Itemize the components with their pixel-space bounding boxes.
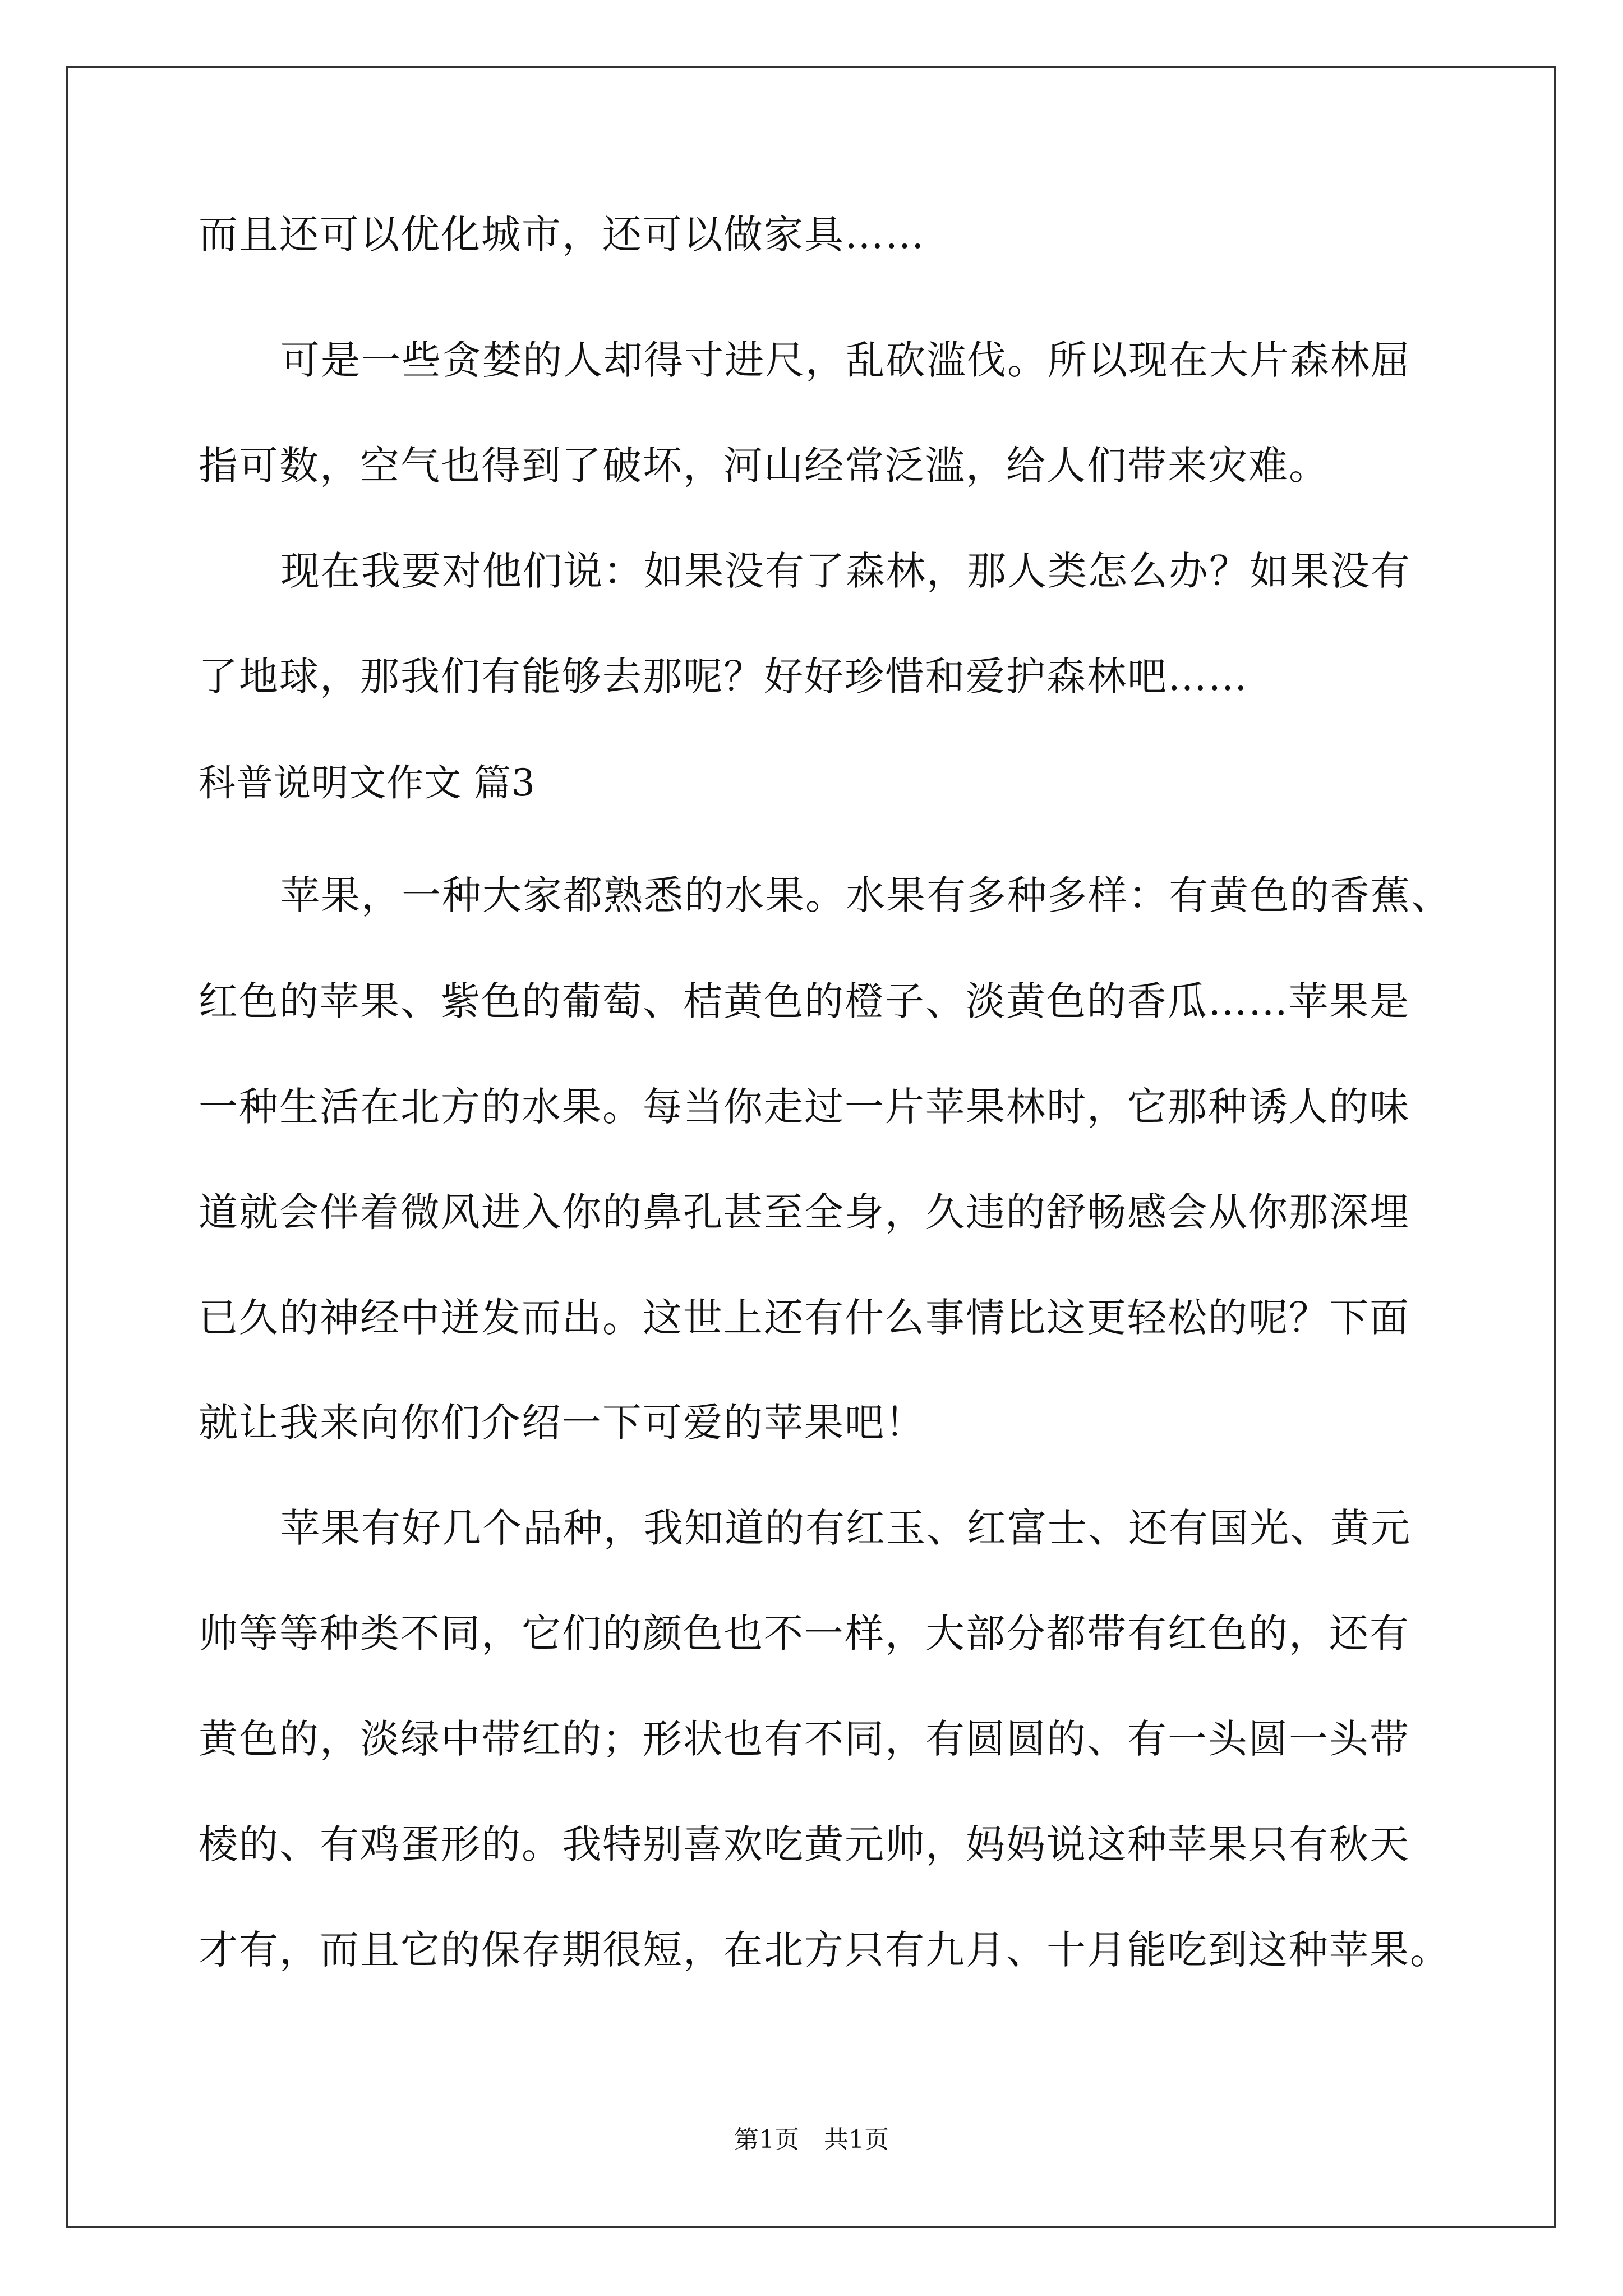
text-line-3: 指可数，空气也得到了破坏，河山经常泛滥，给人们带来灾难。	[199, 443, 1329, 489]
text-line-2: 可是一些贪婪的人却得寸进尺，乱砍滥伐。所以现在大片森林屈	[280, 337, 1411, 383]
text-line-7: 苹果，一种大家都熟悉的水果。水果有多种多样：有黄色的香蕉、	[280, 872, 1451, 918]
text-line-12: 就让我来向你们介绍一下可爱的苹果吧！	[199, 1400, 925, 1446]
text-line-10: 道就会伴着微风进入你的鼻孔甚至全身，久违的舒畅感会从你那深埋	[199, 1189, 1410, 1235]
text-line-14: 帅等等种类不同，它们的颜色也不一样，大部分都带有红色的，还有	[199, 1611, 1410, 1657]
page-footer: 第1页 共1页	[734, 2125, 889, 2154]
text-line-11: 已久的神经中迸发而出。这世上还有什么事情比这更轻松的呢？下面	[199, 1295, 1410, 1341]
text-line-9: 一种生活在北方的水果。每当你走过一片苹果林时，它那种诱人的味	[199, 1084, 1410, 1130]
text-line-4: 现在我要对他们说：如果没有了森林，那人类怎么办？如果没有	[280, 548, 1411, 594]
text-line-1: 而且还可以优化城市，还可以做家具……	[199, 211, 925, 257]
page-border	[66, 66, 1556, 2228]
text-line-15: 黄色的，淡绿中带红的；形状也有不同，有圆圆的、有一头圆一头带	[199, 1716, 1410, 1762]
text-line-17: 才有，而且它的保存期很短，在北方只有九月、十月能吃到这种苹果。	[199, 1927, 1450, 1973]
text-line-16: 棱的、有鸡蛋形的。我特别喜欢吃黄元帅，妈妈说这种苹果只有秋天	[199, 1821, 1410, 1867]
text-line-13: 苹果有好几个品种，我知道的有红玉、红富士、还有国光、黄元	[280, 1505, 1411, 1551]
section-heading: 科普说明文作文 篇3	[199, 761, 536, 804]
text-line-8: 红色的苹果、紫色的葡萄、桔黄色的橙子、淡黄色的香瓜……苹果是	[199, 978, 1410, 1024]
text-line-5: 了地球，那我们有能够去那呢？好好珍惜和爱护森林吧……	[199, 654, 1248, 700]
